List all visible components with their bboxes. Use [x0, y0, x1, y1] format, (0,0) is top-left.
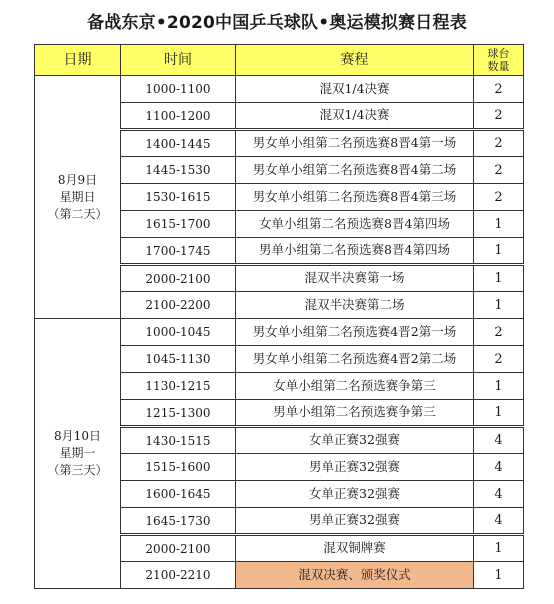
tables-cell: 1	[474, 265, 524, 292]
page-title: 备战东京•2020中国乒乓球队•奥运模拟赛日程表	[87, 13, 467, 33]
event-cell: 男女单小组第二名预选赛4晋2第二场	[236, 346, 474, 373]
date-cell-day1	[35, 76, 121, 319]
date-line: 8月10日	[54, 429, 101, 443]
event-cell-highlighted: 混双决赛、颁奖仪式	[236, 562, 474, 589]
event-cell: 男单正赛32强赛	[236, 454, 474, 481]
time-cell: 1000-1100	[121, 76, 236, 103]
time-cell: 1215-1300	[121, 400, 236, 427]
time-cell: 1645-1730	[121, 508, 236, 535]
header-tables-line2: 数量	[487, 60, 510, 73]
event-cell: 女单正赛32强赛	[236, 427, 474, 454]
event-cell: 男女单小组第二名预选赛8晋4第三场	[236, 184, 474, 211]
tables-cell: 1	[474, 535, 524, 562]
time-cell: 1515-1600	[121, 454, 236, 481]
tables-cell: 1	[474, 292, 524, 319]
tables-cell: 2	[474, 103, 524, 130]
tables-cell: 1	[474, 400, 524, 427]
event-cell: 男单正赛32强赛	[236, 508, 474, 535]
time-cell: 1130-1215	[121, 373, 236, 400]
tables-cell: 2	[474, 76, 524, 103]
event-cell: 女单正赛32强赛	[236, 481, 474, 508]
time-cell: 1430-1515	[121, 427, 236, 454]
tables-cell: 2	[474, 184, 524, 211]
header-date: 日期	[35, 45, 121, 76]
tables-cell: 2	[474, 130, 524, 157]
tables-cell: 1	[474, 562, 524, 589]
event-cell: 男单小组第二名预选赛争第三	[236, 400, 474, 427]
weekday-line: 星期一	[59, 446, 96, 460]
tables-cell: 1	[474, 373, 524, 400]
time-cell: 1615-1700	[121, 211, 236, 238]
header-time: 时间	[121, 45, 236, 76]
time-cell: 2000-2100	[121, 265, 236, 292]
event-cell: 男女单小组第二名预选赛8晋4第一场	[236, 130, 474, 157]
date-line: 8月9日	[57, 172, 98, 187]
date-cell-day2	[35, 319, 121, 589]
time-cell: 1700-1745	[121, 238, 236, 265]
day-number-line: （第三天）	[47, 463, 108, 477]
time-cell: 1530-1615	[121, 184, 236, 211]
schedule-table	[34, 44, 524, 589]
event-cell: 混双铜牌赛	[236, 535, 474, 562]
event-cell: 男单小组第二名预选赛8晋4第四场	[236, 238, 474, 265]
header-row	[35, 45, 524, 76]
weekday-line: 星期日	[59, 189, 96, 204]
event-cell: 混双半决赛第二场	[236, 292, 474, 319]
time-cell: 1600-1645	[121, 481, 236, 508]
tables-cell: 2	[474, 346, 524, 373]
event-cell: 混双1/4决赛	[236, 76, 474, 103]
time-cell: 1045-1130	[121, 346, 236, 373]
header-tables-line1: 球台	[487, 47, 510, 60]
time-cell: 2100-2200	[121, 292, 236, 319]
table-row	[35, 319, 524, 346]
time-cell: 1445-1530	[121, 157, 236, 184]
time-cell: 1000-1045	[121, 319, 236, 346]
tables-cell: 4	[474, 454, 524, 481]
time-cell: 1100-1200	[121, 103, 236, 130]
tables-cell: 2	[474, 319, 524, 346]
tables-cell: 1	[474, 238, 524, 265]
event-cell: 混双1/4决赛	[236, 103, 474, 130]
header-tables	[474, 45, 524, 76]
time-cell: 1400-1445	[121, 130, 236, 157]
tables-cell: 4	[474, 481, 524, 508]
tables-cell: 2	[474, 157, 524, 184]
table-row	[35, 76, 524, 103]
event-cell: 女单小组第二名预选赛争第三	[236, 373, 474, 400]
day-number-line: （第二天）	[47, 206, 108, 221]
header-event: 赛程	[236, 45, 474, 76]
event-cell: 男女单小组第二名预选赛4晋2第一场	[236, 319, 474, 346]
event-cell: 混双半决赛第一场	[236, 265, 474, 292]
tables-cell: 4	[474, 427, 524, 454]
tables-cell: 4	[474, 508, 524, 535]
event-cell: 男女单小组第二名预选赛8晋4第二场	[236, 157, 474, 184]
event-cell: 女单小组第二名预选赛8晋4第四场	[236, 211, 474, 238]
tables-cell: 1	[474, 211, 524, 238]
time-cell: 2100-2210	[121, 562, 236, 589]
time-cell: 2000-2100	[121, 535, 236, 562]
